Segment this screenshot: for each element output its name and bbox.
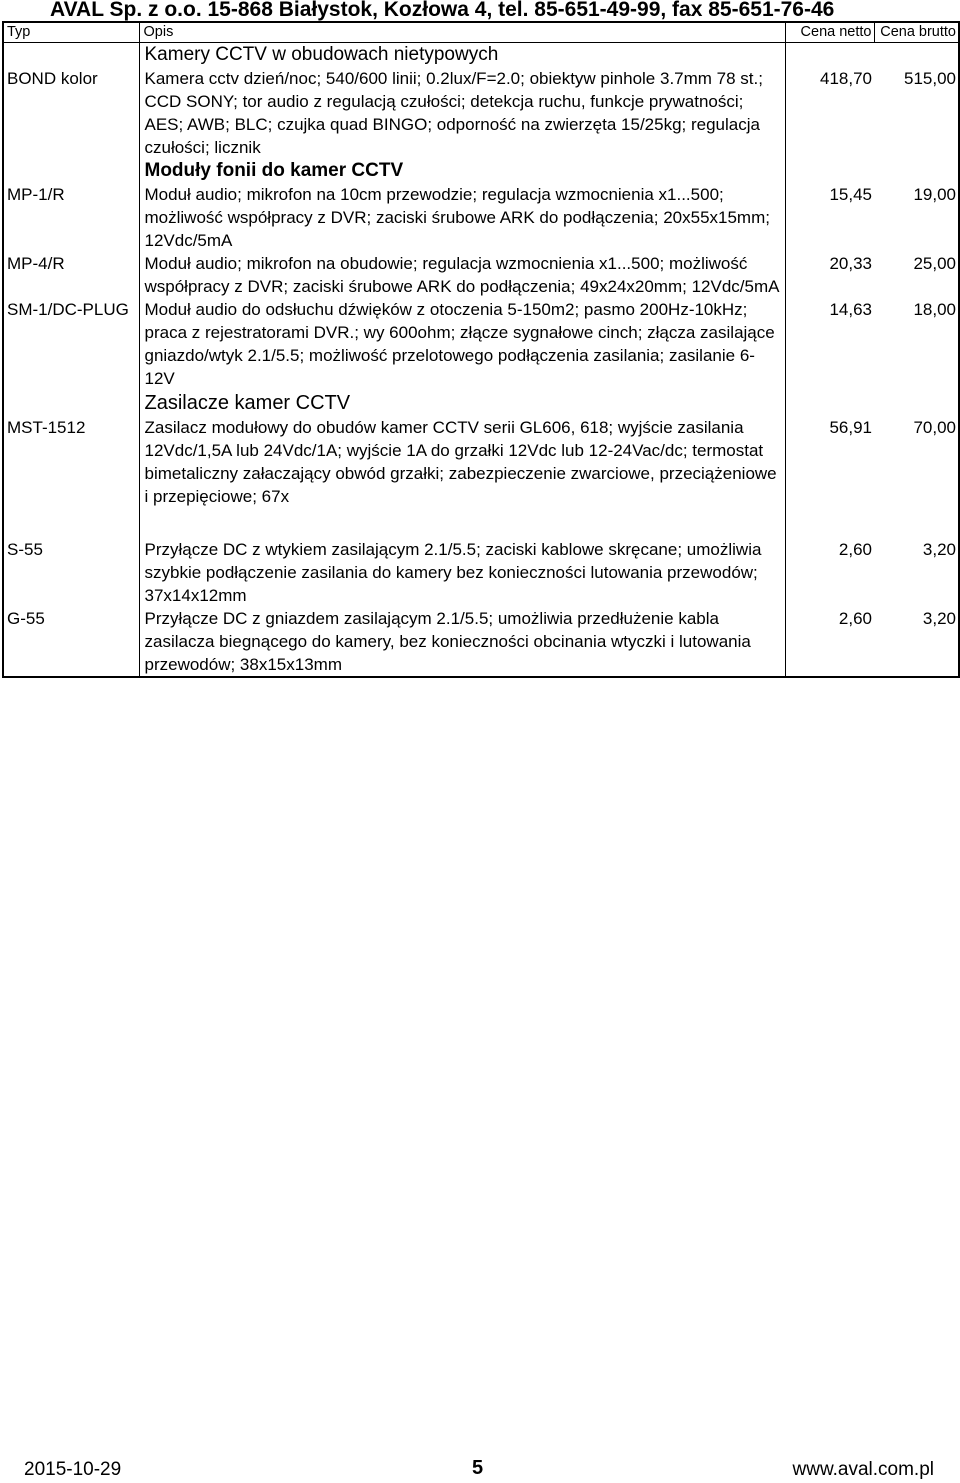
- product-type: S-55: [3, 538, 139, 607]
- product-description: Przyłącze DC z gniazdem zasilającym 2.1/5.5; umożliwia przedłużenie kabla zasilacza biegnącego do kamery, bez konieczności obcinania wtyczki i lutowania przewodów; 38x15x13mm: [139, 607, 785, 677]
- price-netto: 418,70: [820, 69, 872, 88]
- product-description: Przyłącze DC z wtykiem zasilającym 2.1/5.5; zaciski kablowe skręcane; umożliwia szybkie podłączenie zasilania do kamery bez konieczności lutowania przewodów; 37x14x12mm: [139, 538, 785, 607]
- price-brutto: 3,20: [874, 538, 959, 607]
- table-row: [3, 607, 959, 677]
- product-type: SM-1/DC-PLUG: [3, 298, 139, 390]
- table-header-row: [3, 22, 959, 43]
- price-netto: 56,91: [829, 418, 872, 437]
- price-brutto: 18,00: [874, 298, 959, 390]
- table-row: [3, 67, 959, 159]
- price-brutto: 70,00: [874, 416, 959, 508]
- column-header-cena-brutto: Cena brutto: [874, 22, 959, 43]
- price-netto: 2,60: [838, 540, 872, 559]
- section-title: Moduły fonii do kamer CCTV: [139, 159, 785, 183]
- table-row: [3, 252, 959, 298]
- page-number: 5: [472, 1457, 484, 1479]
- section-title: Zasilacze kamer CCTV: [139, 390, 785, 416]
- table-row: [3, 416, 959, 508]
- column-header-cena-netto: Cena netto: [785, 22, 874, 43]
- section-title: Kamery CCTV w obudowach nietypowych: [139, 43, 785, 68]
- column-header-opis: Opis: [139, 22, 785, 43]
- product-type: G-55: [3, 607, 139, 677]
- company-header: AVAL Sp. z o.o. 15-868 Białystok, Kozłowa 4, tel. 85-651-49-99, fax 85-651-76-46: [50, 0, 835, 21]
- section-row: [3, 390, 959, 416]
- price-netto: 2,60: [785, 607, 874, 677]
- product-type: MP-4/R: [3, 252, 139, 298]
- product-description: Kamera cctv dzień/noc; 540/600 linii; 0.2lux/F=2.0; obiektyw pinhole 3.7mm 78 st.; CCD SONY; tor audio z regulacją czułości; detekcja ruchu, funkcje prywatności; AES; AWB; BLC; czujka quad BINGO; odporność na zwierzęta 15/25kg; regulacja czułości; licznik: [139, 67, 785, 159]
- product-type: MP-1/R: [3, 183, 139, 252]
- product-description: Moduł audio do odsłuchu dźwięków z otoczenia 5-150m2; pasmo 200Hz-10kHz; praca z rejestratorami DVR.; wy 600ohm; złącze sygnałowe cinch; złącza zasilające gniazdo/wtyk 2.1/5.5; możliwość przelotowego podłączenia zasilania; zasilanie 6-12V: [139, 298, 785, 390]
- table-row: [3, 538, 959, 607]
- website-link[interactable]: www.aval.com.pl: [792, 1459, 934, 1480]
- table-row: [3, 298, 959, 390]
- product-type: BOND kolor: [3, 67, 139, 159]
- spacer-row: [3, 508, 959, 538]
- footer-date: 2015-10-29: [24, 1459, 122, 1480]
- section-row: [3, 159, 959, 183]
- product-description: Moduł audio; mikrofon na 10cm przewodzie; regulacja wzmocnienia x1...500; możliwość współpracy z DVR; zaciski śrubowe ARK do podłączenia; 20x55x15mm; 12Vdc/5mA: [139, 183, 785, 252]
- table-row: [3, 183, 959, 252]
- product-description: Moduł audio; mikrofon na obudowie; regulacja wzmocnienia x1...500; możliwość współpracy z DVR; zaciski śrubowe ARK do podłączenia; 49x24x20mm; 12Vdc/5mA: [139, 252, 785, 298]
- price-list-table: [2, 21, 960, 678]
- product-description: Zasilacz modułowy do obudów kamer CCTV serii GL606, 618; wyjście zasilania 12Vdc/1,5A lub 24Vdc/1A; wyjście 1A do grzałki 12Vdc lub 12-24Vac/dc; termostat bimetaliczny załaczający obwód grzałki; zabezpieczenie zwarciowe, przeciążeniowe i przepięciowe; 67x: [139, 416, 785, 508]
- section-row: [3, 43, 959, 68]
- price-brutto: 3,20: [874, 607, 959, 677]
- product-type: MST-1512: [3, 416, 139, 508]
- price-brutto: 19,00: [874, 183, 959, 252]
- price-netto: 14,63: [829, 300, 872, 319]
- price-brutto: 25,00: [874, 252, 959, 298]
- price-netto: 15,45: [829, 185, 872, 204]
- column-header-typ: Typ: [3, 22, 139, 43]
- price-netto: 20,33: [829, 254, 872, 273]
- price-brutto: 515,00: [874, 67, 959, 159]
